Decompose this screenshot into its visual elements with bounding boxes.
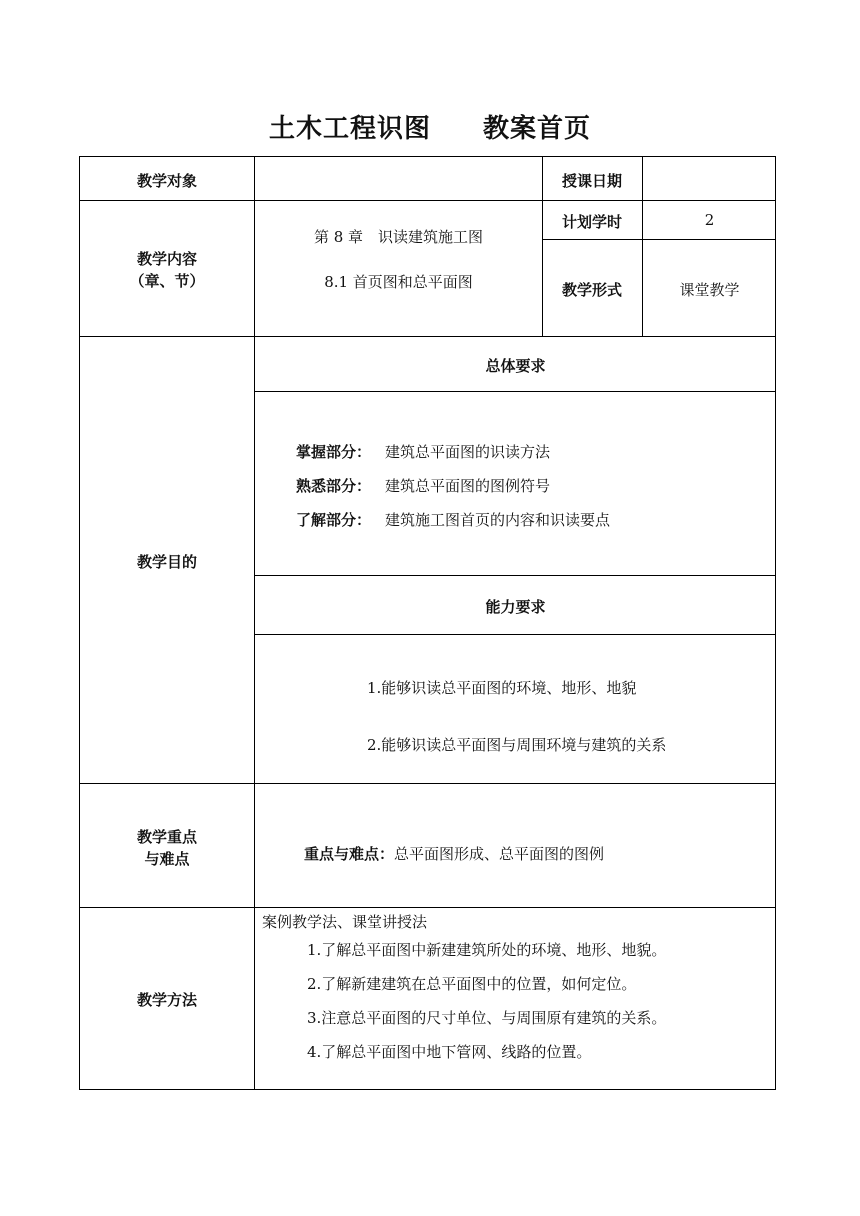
row-divider [79,200,776,201]
method-step: 3.注意总平面图的尺寸单位、与周围原有建筑的关系。 [307,1009,667,1027]
goal-level: 掌握部分： [296,443,372,461]
label-planned-hours: 计划学时 [561,213,622,231]
value-planned-hours: 2 [704,211,715,229]
row-divider [79,336,776,337]
ability-item: 1.能够识读总平面图的环境、地形、地貌 [367,679,637,697]
row-divider [79,907,776,908]
label-teaching-content-sub: （章、节） [129,272,205,290]
label-teaching-object: 教学对象 [136,172,197,190]
chapter-title: 第 8 章 识读建筑施工图 [313,228,484,246]
ability-requirements-heading: 能力要求 [485,598,546,616]
goal-item [296,475,550,496]
ability-item: 2.能够识读总平面图与周围环境与建筑的关系 [367,736,667,754]
goal-item [296,441,550,462]
goal-text: 建筑总平面图的图例符号 [385,477,551,495]
goal-text: 建筑施工图首页的内容和识读要点 [385,511,611,529]
table-border-top [79,156,776,157]
course-title: 土木工程识图 [268,114,431,144]
goal-level: 熟悉部分： [296,477,372,495]
section-title: 8.1 首页图和总平面图 [324,273,473,291]
key-points-label: 重点与难点： [304,845,395,863]
key-points-entry [304,843,604,864]
row-divider [254,575,776,576]
overall-requirements-heading: 总体要求 [485,357,546,375]
label-key-points: 教学重点 [136,828,197,846]
row-divider [542,239,776,240]
label-teaching-goals: 教学目的 [136,553,197,571]
label-teaching-content: 教学内容 [136,250,197,268]
goal-text: 建筑总平面图的识读方法 [385,443,551,461]
column-divider [254,156,255,1090]
label-key-points-sub: 与难点 [144,850,190,868]
value-teaching-form: 课堂教学 [679,281,740,299]
column-divider [642,156,643,337]
row-divider [254,634,776,635]
label-teaching-method: 教学方法 [136,991,197,1009]
document-type-title: 教案首页 [483,114,592,144]
goal-level: 了解部分： [296,511,372,529]
label-teaching-form: 教学形式 [561,281,622,299]
table-border-left [79,156,80,1090]
method-step: 2.了解新建建筑在总平面图中的位置，如何定位。 [307,975,637,993]
goal-item [296,509,610,530]
method-intro: 案例教学法、课堂讲授法 [262,913,428,931]
label-class-date: 授课日期 [561,172,622,190]
row-divider [79,783,776,784]
method-step: 1.了解总平面图中新建建筑所处的环境、地形、地貌。 [307,941,667,959]
method-step: 4.了解总平面图中地下管网、线路的位置。 [307,1043,592,1061]
row-divider [254,391,776,392]
key-points-text: 总平面图形成、总平面图的图例 [394,845,605,863]
table-border-bottom [79,1089,776,1090]
page-title [0,108,860,145]
